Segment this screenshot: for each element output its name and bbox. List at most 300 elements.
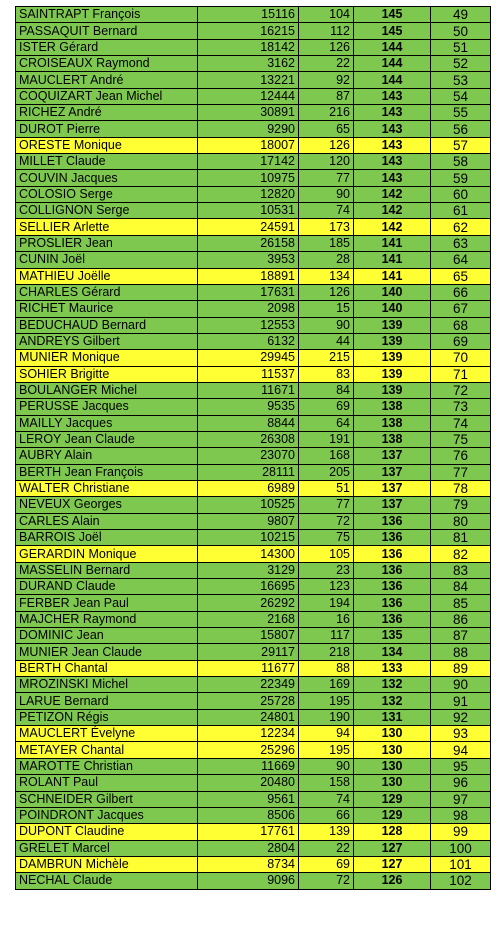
rank-cell: 67 [431, 301, 491, 317]
rank-cell: 74 [431, 415, 491, 431]
rank-cell: 94 [431, 742, 491, 758]
table-row [16, 88, 491, 104]
count-cell: 168 [299, 448, 354, 464]
total-cell: 25728 [198, 693, 299, 709]
count-cell: 51 [299, 480, 354, 496]
player-name-cell: WALTER Christiane [16, 480, 198, 496]
count-cell: 205 [299, 464, 354, 480]
player-name-cell: DURAND Claude [16, 579, 198, 595]
rank-cell: 53 [431, 72, 491, 88]
rank-cell: 88 [431, 644, 491, 660]
table-row [16, 121, 491, 137]
total-cell: 17761 [198, 824, 299, 840]
table-row-highlighted [16, 856, 491, 872]
count-cell: 66 [299, 807, 354, 823]
total-cell: 12553 [198, 317, 299, 333]
rank-cell: 101 [431, 856, 491, 872]
count-cell: 64 [299, 415, 354, 431]
count-cell: 194 [299, 595, 354, 611]
ranking-table-body [16, 7, 491, 890]
rank-cell: 91 [431, 693, 491, 709]
score-cell: 138 [354, 431, 431, 447]
count-cell: 112 [299, 23, 354, 39]
table-row-highlighted [16, 366, 491, 382]
player-name-cell: MAUCLERT André [16, 72, 198, 88]
rank-cell: 64 [431, 252, 491, 268]
count-cell: 90 [299, 186, 354, 202]
player-name-cell: COUVIN Jacques [16, 170, 198, 186]
player-name-cell: RICHEZ André [16, 105, 198, 121]
rank-cell: 71 [431, 366, 491, 382]
player-name-cell: BERTH Jean François [16, 464, 198, 480]
player-name-cell: SCHNEIDER Gilbert [16, 791, 198, 807]
score-cell: 140 [354, 284, 431, 300]
table-row [16, 170, 491, 186]
total-cell: 15807 [198, 628, 299, 644]
table-row [16, 301, 491, 317]
table-row-highlighted [16, 350, 491, 366]
table-row [16, 154, 491, 170]
rank-cell: 73 [431, 399, 491, 415]
score-cell: 138 [354, 399, 431, 415]
rank-cell: 66 [431, 284, 491, 300]
table-row [16, 873, 491, 889]
total-cell: 18891 [198, 268, 299, 284]
count-cell: 83 [299, 366, 354, 382]
table-row-highlighted [16, 742, 491, 758]
total-cell: 3129 [198, 562, 299, 578]
count-cell: 75 [299, 530, 354, 546]
count-cell: 74 [299, 203, 354, 219]
total-cell: 11669 [198, 758, 299, 774]
total-cell: 3953 [198, 252, 299, 268]
total-cell: 25296 [198, 742, 299, 758]
count-cell: 44 [299, 333, 354, 349]
score-cell: 136 [354, 530, 431, 546]
player-name-cell: CHARLES Gérard [16, 284, 198, 300]
rank-cell: 90 [431, 677, 491, 693]
score-cell: 137 [354, 497, 431, 513]
table-row [16, 840, 491, 856]
table-row [16, 284, 491, 300]
table-row-highlighted [16, 219, 491, 235]
score-cell: 143 [354, 170, 431, 186]
total-cell: 26292 [198, 595, 299, 611]
table-row [16, 186, 491, 202]
rank-cell: 99 [431, 824, 491, 840]
table-row [16, 677, 491, 693]
table-row-highlighted [16, 546, 491, 562]
count-cell: 84 [299, 382, 354, 398]
count-cell: 126 [299, 39, 354, 55]
rank-cell: 60 [431, 186, 491, 202]
score-cell: 130 [354, 775, 431, 791]
table-row [16, 7, 491, 23]
player-name-cell: COLLIGNON Serge [16, 203, 198, 219]
table-row [16, 382, 491, 398]
count-cell: 191 [299, 431, 354, 447]
score-cell: 145 [354, 23, 431, 39]
table-row [16, 203, 491, 219]
table-row [16, 758, 491, 774]
total-cell: 17631 [198, 284, 299, 300]
table-row-highlighted [16, 480, 491, 496]
total-cell: 16215 [198, 23, 299, 39]
rank-cell: 87 [431, 628, 491, 644]
total-cell: 11677 [198, 660, 299, 676]
table-row [16, 39, 491, 55]
score-cell: 137 [354, 448, 431, 464]
rank-cell: 92 [431, 709, 491, 725]
player-name-cell: PASSAQUIT Bernard [16, 23, 198, 39]
total-cell: 29945 [198, 350, 299, 366]
score-cell: 143 [354, 121, 431, 137]
score-cell: 141 [354, 268, 431, 284]
player-name-cell: GRELET Marcel [16, 840, 198, 856]
total-cell: 14300 [198, 546, 299, 562]
score-cell: 132 [354, 693, 431, 709]
player-name-cell: DOMINIC Jean [16, 628, 198, 644]
total-cell: 9807 [198, 513, 299, 529]
table-row-highlighted [16, 268, 491, 284]
total-cell: 2804 [198, 840, 299, 856]
table-row [16, 464, 491, 480]
count-cell: 15 [299, 301, 354, 317]
total-cell: 26158 [198, 235, 299, 251]
rank-cell: 95 [431, 758, 491, 774]
count-cell: 77 [299, 170, 354, 186]
table-row [16, 235, 491, 251]
total-cell: 6132 [198, 333, 299, 349]
score-cell: 126 [354, 873, 431, 889]
total-cell: 18007 [198, 137, 299, 153]
total-cell: 16695 [198, 579, 299, 595]
score-cell: 136 [354, 562, 431, 578]
count-cell: 94 [299, 726, 354, 742]
table-row-highlighted [16, 137, 491, 153]
count-cell: 23 [299, 562, 354, 578]
rank-cell: 57 [431, 137, 491, 153]
count-cell: 90 [299, 758, 354, 774]
player-name-cell: PERUSSE Jacques [16, 399, 198, 415]
player-name-cell: NEVEUX Georges [16, 497, 198, 513]
player-name-cell: MAILLY Jacques [16, 415, 198, 431]
total-cell: 12820 [198, 186, 299, 202]
score-cell: 140 [354, 301, 431, 317]
count-cell: 185 [299, 235, 354, 251]
ranking-table [15, 6, 491, 890]
score-cell: 129 [354, 791, 431, 807]
count-cell: 65 [299, 121, 354, 137]
total-cell: 20480 [198, 775, 299, 791]
total-cell: 24801 [198, 709, 299, 725]
player-name-cell: ANDREYS Gilbert [16, 333, 198, 349]
total-cell: 8844 [198, 415, 299, 431]
player-name-cell: BEDUCHAUD Bernard [16, 317, 198, 333]
count-cell: 105 [299, 546, 354, 562]
score-cell: 136 [354, 546, 431, 562]
rank-cell: 93 [431, 726, 491, 742]
table-row [16, 252, 491, 268]
score-cell: 144 [354, 39, 431, 55]
score-cell: 127 [354, 840, 431, 856]
table-row [16, 431, 491, 447]
table-row [16, 595, 491, 611]
rank-cell: 98 [431, 807, 491, 823]
score-cell: 139 [354, 317, 431, 333]
player-name-cell: BERTH Chantal [16, 660, 198, 676]
player-name-cell: CUNIN Joël [16, 252, 198, 268]
rank-cell: 63 [431, 235, 491, 251]
total-cell: 10215 [198, 530, 299, 546]
rank-cell: 76 [431, 448, 491, 464]
count-cell: 120 [299, 154, 354, 170]
table-row [16, 579, 491, 595]
player-name-cell: SOHIER Brigitte [16, 366, 198, 382]
score-cell: 138 [354, 415, 431, 431]
rank-cell: 75 [431, 431, 491, 447]
total-cell: 9535 [198, 399, 299, 415]
player-name-cell: DAMBRUN Michèle [16, 856, 198, 872]
player-name-cell: METAYER Chantal [16, 742, 198, 758]
player-name-cell: COLOSIO Serge [16, 186, 198, 202]
table-row [16, 775, 491, 791]
count-cell: 92 [299, 72, 354, 88]
player-name-cell: GERARDIN Monique [16, 546, 198, 562]
player-name-cell: PROSLIER Jean [16, 235, 198, 251]
rank-cell: 85 [431, 595, 491, 611]
player-name-cell: ORESTE Monique [16, 137, 198, 153]
rank-cell: 61 [431, 203, 491, 219]
score-cell: 134 [354, 644, 431, 660]
count-cell: 126 [299, 284, 354, 300]
total-cell: 10525 [198, 497, 299, 513]
player-name-cell: PETIZON Régis [16, 709, 198, 725]
player-name-cell: DUROT Pierre [16, 121, 198, 137]
rank-cell: 55 [431, 105, 491, 121]
player-name-cell: BOULANGER Michel [16, 382, 198, 398]
score-cell: 130 [354, 726, 431, 742]
total-cell: 10975 [198, 170, 299, 186]
rank-cell: 77 [431, 464, 491, 480]
total-cell: 9290 [198, 121, 299, 137]
rank-cell: 70 [431, 350, 491, 366]
player-name-cell: LARUE Bernard [16, 693, 198, 709]
count-cell: 139 [299, 824, 354, 840]
total-cell: 6989 [198, 480, 299, 496]
player-name-cell: MATHIEU Joëlle [16, 268, 198, 284]
player-name-cell: SELLIER Arlette [16, 219, 198, 235]
total-cell: 9561 [198, 791, 299, 807]
player-name-cell: NECHAL Claude [16, 873, 198, 889]
count-cell: 216 [299, 105, 354, 121]
table-row [16, 23, 491, 39]
player-name-cell: POINDRONT Jacques [16, 807, 198, 823]
score-cell: 133 [354, 660, 431, 676]
table-row-highlighted [16, 660, 491, 676]
score-cell: 141 [354, 235, 431, 251]
table-row [16, 333, 491, 349]
table-row [16, 644, 491, 660]
count-cell: 69 [299, 856, 354, 872]
count-cell: 123 [299, 579, 354, 595]
count-cell: 22 [299, 56, 354, 72]
table-row [16, 530, 491, 546]
table-row [16, 56, 491, 72]
score-cell: 139 [354, 333, 431, 349]
table-row [16, 791, 491, 807]
total-cell: 9096 [198, 873, 299, 889]
score-cell: 143 [354, 137, 431, 153]
count-cell: 28 [299, 252, 354, 268]
table-row [16, 105, 491, 121]
score-cell: 135 [354, 628, 431, 644]
table-row [16, 497, 491, 513]
count-cell: 22 [299, 840, 354, 856]
count-cell: 126 [299, 137, 354, 153]
rank-cell: 59 [431, 170, 491, 186]
total-cell: 12234 [198, 726, 299, 742]
table-row [16, 628, 491, 644]
score-cell: 137 [354, 480, 431, 496]
score-cell: 139 [354, 382, 431, 398]
score-cell: 130 [354, 758, 431, 774]
score-cell: 136 [354, 513, 431, 529]
rank-cell: 69 [431, 333, 491, 349]
count-cell: 104 [299, 7, 354, 23]
total-cell: 28111 [198, 464, 299, 480]
total-cell: 17142 [198, 154, 299, 170]
player-name-cell: CROISEAUX Raymond [16, 56, 198, 72]
score-cell: 142 [354, 219, 431, 235]
count-cell: 215 [299, 350, 354, 366]
total-cell: 2168 [198, 611, 299, 627]
score-cell: 128 [354, 824, 431, 840]
rank-cell: 54 [431, 88, 491, 104]
count-cell: 195 [299, 693, 354, 709]
total-cell: 13221 [198, 72, 299, 88]
player-name-cell: SAINTRAPT François [16, 7, 198, 23]
count-cell: 72 [299, 873, 354, 889]
score-cell: 143 [354, 105, 431, 121]
count-cell: 195 [299, 742, 354, 758]
rank-cell: 49 [431, 7, 491, 23]
table-row [16, 317, 491, 333]
table-row [16, 513, 491, 529]
rank-cell: 65 [431, 268, 491, 284]
table-row [16, 562, 491, 578]
rank-cell: 68 [431, 317, 491, 333]
total-cell: 18142 [198, 39, 299, 55]
score-cell: 139 [354, 350, 431, 366]
score-cell: 144 [354, 72, 431, 88]
total-cell: 30891 [198, 105, 299, 121]
score-cell: 129 [354, 807, 431, 823]
player-name-cell: BARROIS Joël [16, 530, 198, 546]
player-name-cell: RICHET Maurice [16, 301, 198, 317]
rank-cell: 62 [431, 219, 491, 235]
player-name-cell: MROZINSKI Michel [16, 677, 198, 693]
total-cell: 29117 [198, 644, 299, 660]
total-cell: 2098 [198, 301, 299, 317]
count-cell: 218 [299, 644, 354, 660]
rank-cell: 78 [431, 480, 491, 496]
player-name-cell: MASSELIN Bernard [16, 562, 198, 578]
score-cell: 136 [354, 579, 431, 595]
table-row [16, 611, 491, 627]
rank-cell: 52 [431, 56, 491, 72]
score-cell: 136 [354, 595, 431, 611]
total-cell: 24591 [198, 219, 299, 235]
total-cell: 8506 [198, 807, 299, 823]
score-cell: 144 [354, 56, 431, 72]
rank-cell: 83 [431, 562, 491, 578]
count-cell: 134 [299, 268, 354, 284]
rank-cell: 51 [431, 39, 491, 55]
table-row [16, 807, 491, 823]
rank-cell: 97 [431, 791, 491, 807]
rank-cell: 79 [431, 497, 491, 513]
count-cell: 90 [299, 317, 354, 333]
rank-cell: 96 [431, 775, 491, 791]
total-cell: 22349 [198, 677, 299, 693]
score-cell: 130 [354, 742, 431, 758]
player-name-cell: AUBRY Alain [16, 448, 198, 464]
score-cell: 142 [354, 186, 431, 202]
rank-cell: 50 [431, 23, 491, 39]
score-cell: 143 [354, 154, 431, 170]
rank-cell: 89 [431, 660, 491, 676]
rank-cell: 82 [431, 546, 491, 562]
player-name-cell: ROLANT Paul [16, 775, 198, 791]
player-name-cell: MAJCHER Raymond [16, 611, 198, 627]
player-name-cell: MILLET Claude [16, 154, 198, 170]
total-cell: 26308 [198, 431, 299, 447]
total-cell: 11537 [198, 366, 299, 382]
player-name-cell: CARLES Alain [16, 513, 198, 529]
player-name-cell: MUNIER Monique [16, 350, 198, 366]
table-row-highlighted [16, 726, 491, 742]
count-cell: 72 [299, 513, 354, 529]
score-cell: 139 [354, 366, 431, 382]
total-cell: 15116 [198, 7, 299, 23]
table-row [16, 709, 491, 725]
total-cell: 12444 [198, 88, 299, 104]
table-row [16, 415, 491, 431]
rank-cell: 86 [431, 611, 491, 627]
count-cell: 16 [299, 611, 354, 627]
table-row [16, 399, 491, 415]
count-cell: 169 [299, 677, 354, 693]
count-cell: 158 [299, 775, 354, 791]
score-cell: 127 [354, 856, 431, 872]
player-name-cell: COQUIZART Jean Michel [16, 88, 198, 104]
table-row [16, 72, 491, 88]
count-cell: 117 [299, 628, 354, 644]
score-cell: 137 [354, 464, 431, 480]
rank-cell: 56 [431, 121, 491, 137]
count-cell: 69 [299, 399, 354, 415]
total-cell: 23070 [198, 448, 299, 464]
score-cell: 141 [354, 252, 431, 268]
total-cell: 10531 [198, 203, 299, 219]
rank-cell: 58 [431, 154, 491, 170]
count-cell: 77 [299, 497, 354, 513]
count-cell: 173 [299, 219, 354, 235]
player-name-cell: MAROTTE Christian [16, 758, 198, 774]
player-name-cell: DUPONT Claudine [16, 824, 198, 840]
score-cell: 143 [354, 88, 431, 104]
